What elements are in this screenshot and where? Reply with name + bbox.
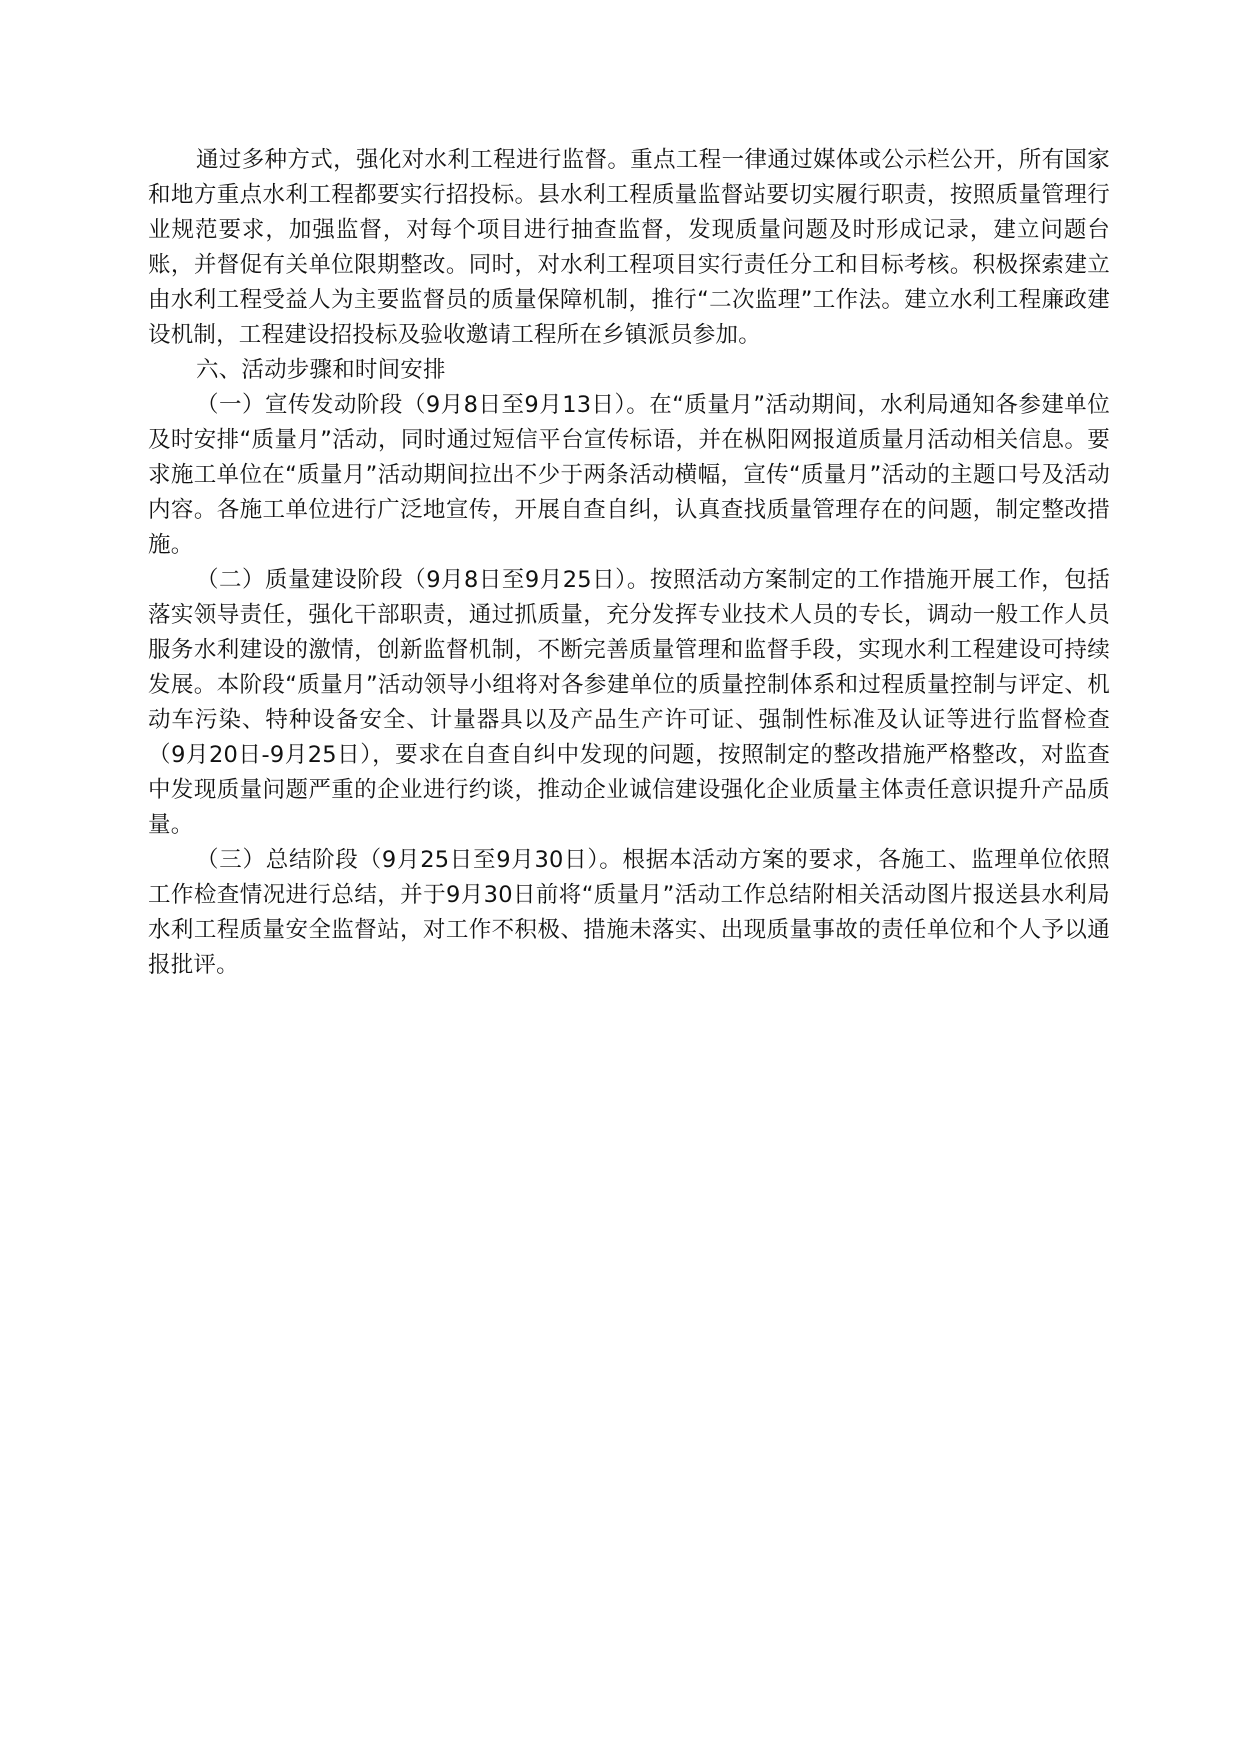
paragraph-stage-quality-building: （二）质量建设阶段（9月8日至9月25日）。按照活动方案制定的工作措施开展工作，包括落实领导责任，强化干部职责，通过抓质量，充分发挥专业技术人员的专长，调动一般工作人员服务水利建设的激情，创新监督机制，不断完善质量管理和监督手段，实现水利工程建设可持续发展。本阶段“质量月”活动领导小组将对各参建单位的质量控制体系和过程质量控制与评定、机动车污染、特种设备安全、计量器具以及产品生产许可证、强制性标准及认证等进行监督检查（9月20日-9月25日），要求在自查自纠中发现的问题，按照制定的整改措施严格整改，对监查中发现质量问题严重的企业进行约谈，推动企业诚信建设强化企业质量主体责任意识提升产品质量。 [148, 567, 1110, 838]
section-heading-steps-schedule: 六、活动步骤和时间安排 [196, 357, 446, 383]
paragraph-stage-summary: （三）总结阶段（9月25日至9月30日）。根据本活动方案的要求，各施工、监理单位依照工作检查情况进行总结，并于9月30日前将“质量月”活动工作总结附相关活动图片报送县水利局水利工程质量安全监督站，对工作不积极、措施未落实、出现质量事故的责任单位和个人予以通报批评。 [148, 847, 1110, 978]
document-page [148, 143, 1110, 983]
paragraph-stage-publicity: （一）宣传发动阶段（9月8日至9月13日）。在“质量月”活动期间，水利局通知各参建单位及时安排“质量月”活动，同时通过短信平台宣传标语，并在枞阳网报道质量月活动相关信息。要求施工单位在“质量月”活动期间拉出不少于两条活动横幅，宣传“质量月”活动的主题口号及活动内容。各施工单位进行广泛地宣传，开展自查自纠，认真查找质量管理存在的问题，制定整改措施。 [148, 392, 1110, 558]
paragraph-supervision: 通过多种方式，强化对水利工程进行监督。重点工程一律通过媒体或公示栏公开，所有国家和地方重点水利工程都要实行招投标。县水利工程质量监督站要切实履行职责，按照质量管理行业规范要求，加强监督，对每个项目进行抽查监督，发现质量问题及时形成记录，建立问题台账，并督促有关单位限期整改。同时，对水利工程项目实行责任分工和目标考核。积极探索建立由水利工程受益人为主要监督员的质量保障机制，推行“二次监理”工作法。建立水利工程廉政建设机制，工程建设招投标及验收邀请工程所在乡镇派员参加。 [148, 147, 1110, 348]
